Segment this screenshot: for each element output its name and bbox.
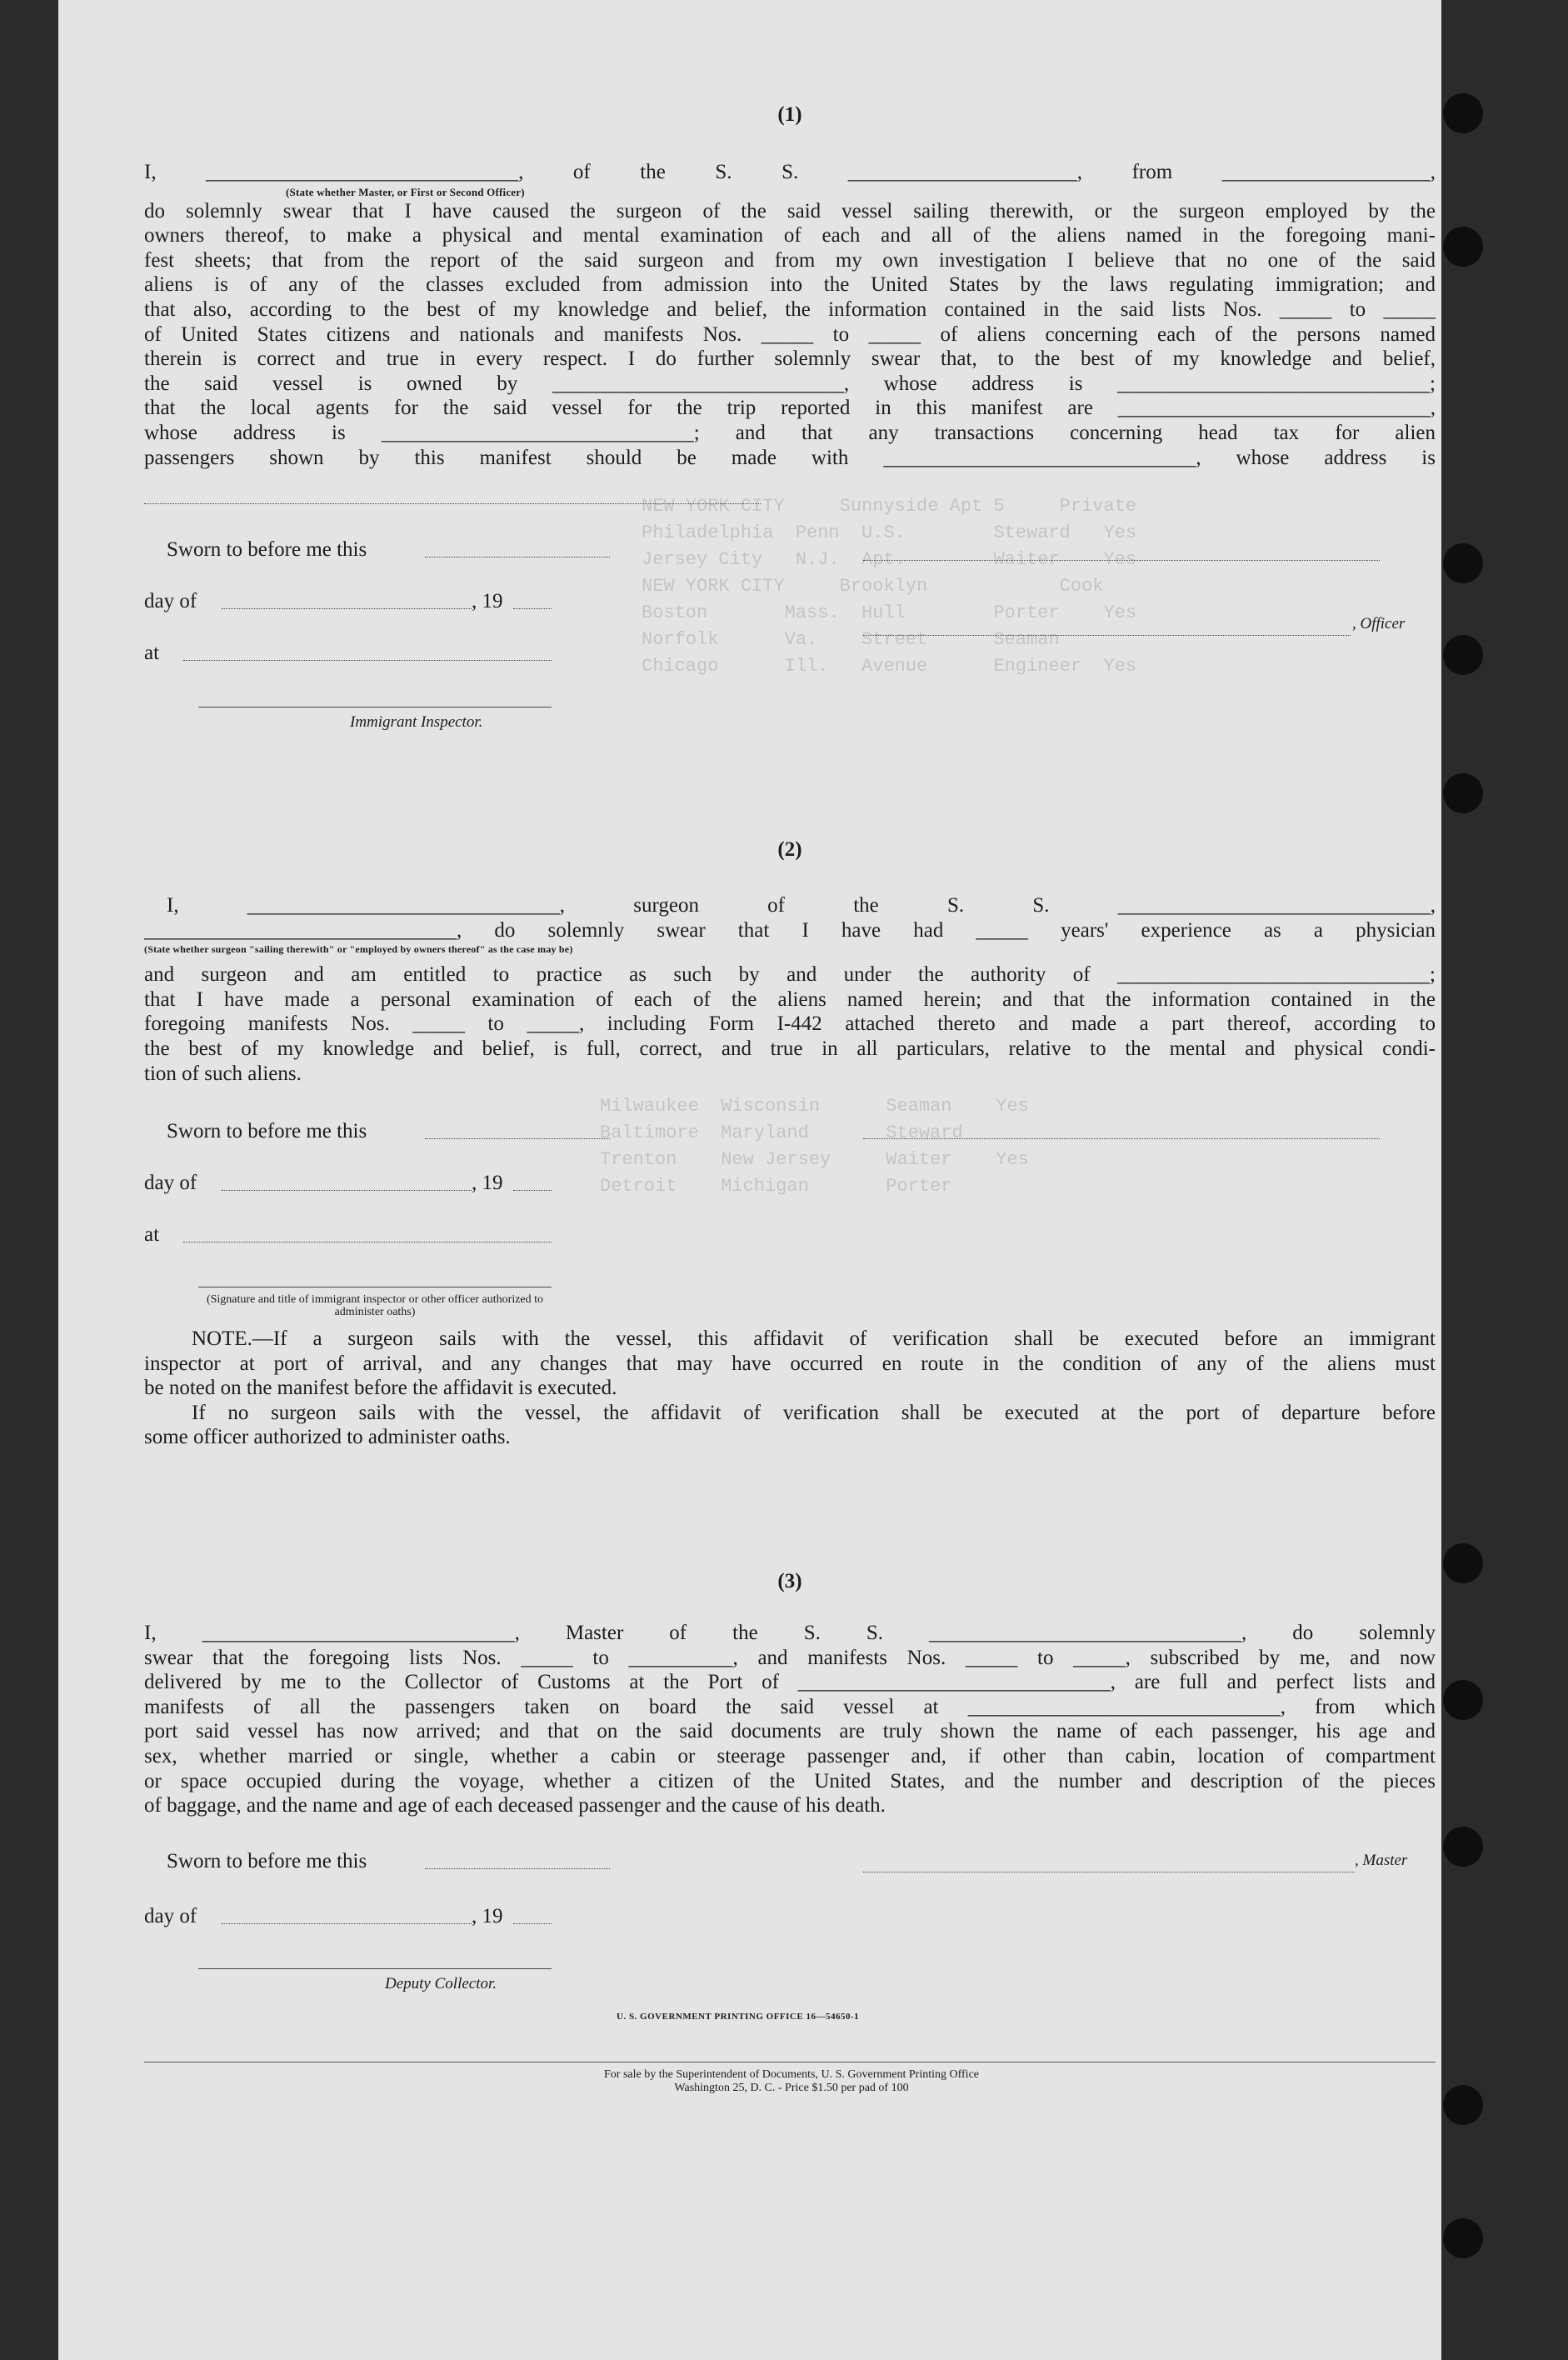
section-1-body xyxy=(144,160,1436,470)
section-1-line-4: fest sheets; that from the report of the said surgeon and from my own investigation I believe that no one of the said xyxy=(144,248,1436,272)
punch-hole xyxy=(1443,227,1483,267)
note-line-1: NOTE.—If a surgeon sails with the vessel, this affidavit of verification shall be executed before an immigrant xyxy=(192,1328,1436,1350)
deputy-collector-signature-line xyxy=(198,1968,552,1969)
section-2-line-1: I, ______________________________, surgeon of the S. S. ______________________________, xyxy=(167,894,1436,917)
section-1-at-label: at xyxy=(144,642,160,664)
section-1-day-of-field xyxy=(222,608,472,609)
section-2-year-label: , 19 xyxy=(472,1172,503,1194)
section-2-day-of-field xyxy=(222,1190,472,1191)
section-2-day-of-label: day of xyxy=(144,1172,197,1194)
section-2-sworn-field xyxy=(425,1138,610,1139)
section-3-day-of-field xyxy=(222,1923,472,1924)
section-1-line-5: aliens is of any of the classes excluded from admission into the United States by the laws regulating immigration; and xyxy=(144,273,1436,297)
section-3-line-1: I, ______________________________, Master of the S. S. ______________________________, do solemnly xyxy=(144,1622,1436,1644)
section-3-line-2: swear that the foregoing lists Nos. _____ to __________, and manifests Nos. _____ to _____, subscribed by me, and now xyxy=(144,1646,1436,1669)
section-3-line-7: or space occupied during the voyage, whether a citizen of the United States, and the number and description of the pieces xyxy=(144,1769,1436,1792)
section-1-line-2: do solemnly swear that I have caused the surgeon of the said vessel sailing therewith, or the surgeon employed by the xyxy=(144,199,1436,222)
section-1-line-7: of United States citizens and nationals and manifests Nos. _____ to _____ of aliens concerning each of the persons named xyxy=(144,322,1436,346)
note-line-2: inspector at port of arrival, and any changes that may have occurred en route in the condition of any of the aliens must xyxy=(144,1352,1436,1375)
section-1-line-12: passengers shown by this manifest should be made with ______________________________, whose address is xyxy=(144,446,1436,469)
section-1-number: (1) xyxy=(777,103,802,126)
section-2-number: (2) xyxy=(777,838,802,861)
bleed-through-text: NEW YORK CITY Sunnyside Apt 5 Private Philadelphia Penn U.S. Steward Yes Jersey City N.J. Apt. Waiter Yes NEW YORK CITY Brooklyn Cook Boston Mass. Hull Porter Yes Norfolk Va. Street Seaman Chicago Ill. Avenue Engineer Yes xyxy=(642,496,1137,677)
section-3-sworn-label: Sworn to before me this xyxy=(167,1850,367,1872)
immigrant-inspector-signature-line xyxy=(198,707,552,708)
section-2-line-4: that I have made a personal examination of each of the aliens named herein; and that the information contained in the xyxy=(144,988,1436,1011)
printing-office-imprint: U. S. GOVERNMENT PRINTING OFFICE 16—54650-1 xyxy=(617,2012,860,2022)
section-1-year-field xyxy=(513,608,552,609)
section-2-line-7: tion of such aliens. xyxy=(144,1062,302,1085)
section-3-line-8: of baggage, and the name and age of each deceased passenger and the cause of his death. xyxy=(144,1794,886,1818)
officer-caption: , Officer xyxy=(1352,615,1406,632)
section-3-line-4: manifests of all the passengers taken on board the said vessel at ______________________________, from which xyxy=(144,1695,1436,1718)
section-3-line-5: port said vessel has now arrived; and that on the said documents are truly shown the name of each passenger, his age and xyxy=(144,1720,1436,1743)
sale-notice-line-2: Washington 25, D. C. - Price $1.50 per pad of 100 xyxy=(674,2082,909,2094)
punch-hole xyxy=(1443,93,1483,133)
section-2 xyxy=(144,838,1436,862)
section-3-number: (3) xyxy=(777,1570,802,1592)
section-2-line-3: and surgeon and am entitled to practice as such by and under the authority of ______________________________; xyxy=(144,963,1436,987)
section-1-at-field xyxy=(183,660,552,661)
section-1-line-3: owners thereof, to make a physical and mental examination of each and all of the aliens named in the foregoing mani- xyxy=(144,224,1436,248)
section-1-line-6: that also, according to the best of my knowledge and belief, the information contained in the said lists Nos. _____ to _____ xyxy=(144,298,1436,321)
punch-hole xyxy=(1443,1827,1483,1867)
bleed-through-text-2: Milwaukee Wisconsin Seaman Yes Baltimore Maryland Steward Trenton New Jersey Waiter Yes Detroit Michigan Porter xyxy=(600,1096,1029,1197)
section-3-sworn-field xyxy=(425,1868,610,1869)
immigrant-inspector-caption: Immigrant Inspector. xyxy=(350,713,483,731)
section-2-line-2: ______________________________, do solemnly swear that I have had _____ years' experience as a physician xyxy=(144,918,1436,942)
section-2-signature-note: (Signature and title of immigrant inspector or other officer authorized to administer oaths) xyxy=(206,1293,544,1318)
punch-hole xyxy=(1443,1543,1483,1583)
note-line-3: be noted on the manifest before the affidavit is executed. xyxy=(144,1377,617,1400)
section-1-line-9: the said vessel is owned by ____________________________, whose address is ______________________________; xyxy=(144,372,1436,395)
section-1-sworn-field xyxy=(425,557,610,558)
section-2-inspector-signature-line xyxy=(198,1287,552,1288)
section-3-body xyxy=(144,1621,1436,1818)
note-line-5: some officer authorized to administer oaths. xyxy=(144,1426,511,1449)
section-1-year-label: , 19 xyxy=(472,590,503,612)
section-1-sworn-label: Sworn to before me this xyxy=(167,538,367,561)
section-2-year-field xyxy=(513,1190,552,1191)
section-2-sworn-label: Sworn to before me this xyxy=(167,1120,367,1142)
section-3 xyxy=(144,1570,1436,1593)
section-1 xyxy=(144,103,1436,127)
section-3-line-3: delivered by me to the Collector of Customs at the Port of ______________________________, are full and perfect lists and xyxy=(144,1671,1436,1694)
deputy-collector-caption: Deputy Collector. xyxy=(385,1975,497,1992)
punch-hole xyxy=(1443,1680,1483,1720)
section-3-year-field xyxy=(513,1923,552,1924)
section-2-line-6: the best of my knowledge and belief, is full, correct, and true in all particulars, relative to the mental and physical condi- xyxy=(144,1037,1436,1060)
section-1-line-1: I, ______________________________, of the S. S. ______________________, from ____________________, xyxy=(144,161,1436,183)
punch-hole xyxy=(1443,2085,1483,2125)
note-line-4: If no surgeon sails with the vessel, the affidavit of verification shall be executed at the port of departure before xyxy=(192,1401,1436,1424)
punch-hole xyxy=(1443,773,1483,813)
surgeon-signature-line xyxy=(863,1138,1380,1139)
sale-notice-line-1: For sale by the Superintendent of Documents, U. S. Government Printing Office xyxy=(604,2068,979,2081)
section-1-line-8: therein is correct and true in every respect. I do further solemnly swear that, to the best of my knowledge and belief, xyxy=(144,348,1436,371)
punch-hole xyxy=(1443,543,1483,583)
section-3-year-label: , 19 xyxy=(472,1905,503,1928)
master-caption: , Master xyxy=(1355,1852,1408,1869)
master-or-officer-note: (State whether Master, or First or Second Officer) xyxy=(286,185,525,198)
agent-address-continuation-line xyxy=(144,503,761,504)
section-1-line-11: whose address is ______________________________; and that any transactions concerning head tax for alien xyxy=(144,421,1436,444)
surgeon-type-note: (State whether surgeon "sailing therewith" or "employed by owners thereof" as the case may be) xyxy=(144,943,573,956)
section-1-day-of-label: day of xyxy=(144,590,197,612)
section-2-body xyxy=(144,893,1436,1086)
form-page xyxy=(58,0,1441,2360)
section-2-note xyxy=(144,1327,1436,1450)
officer-signature-line xyxy=(863,635,1351,636)
punch-hole xyxy=(1443,2218,1483,2258)
section-1-line-10: that the local agents for the said vessel for the trip reported in this manifest are ______________________________, xyxy=(144,397,1436,420)
officer-signature-line-upper xyxy=(863,560,1380,561)
section-3-day-of-label: day of xyxy=(144,1905,197,1928)
punch-hole xyxy=(1443,635,1483,675)
section-3-line-6: sex, whether married or single, whether a cabin or steerage passenger and, if other than cabin, location of compartment xyxy=(144,1744,1436,1768)
section-2-line-5: foregoing manifests Nos. _____ to _____, including Form I-442 attached thereto and made a part thereof, according to xyxy=(144,1012,1436,1036)
section-2-at-label: at xyxy=(144,1223,160,1246)
